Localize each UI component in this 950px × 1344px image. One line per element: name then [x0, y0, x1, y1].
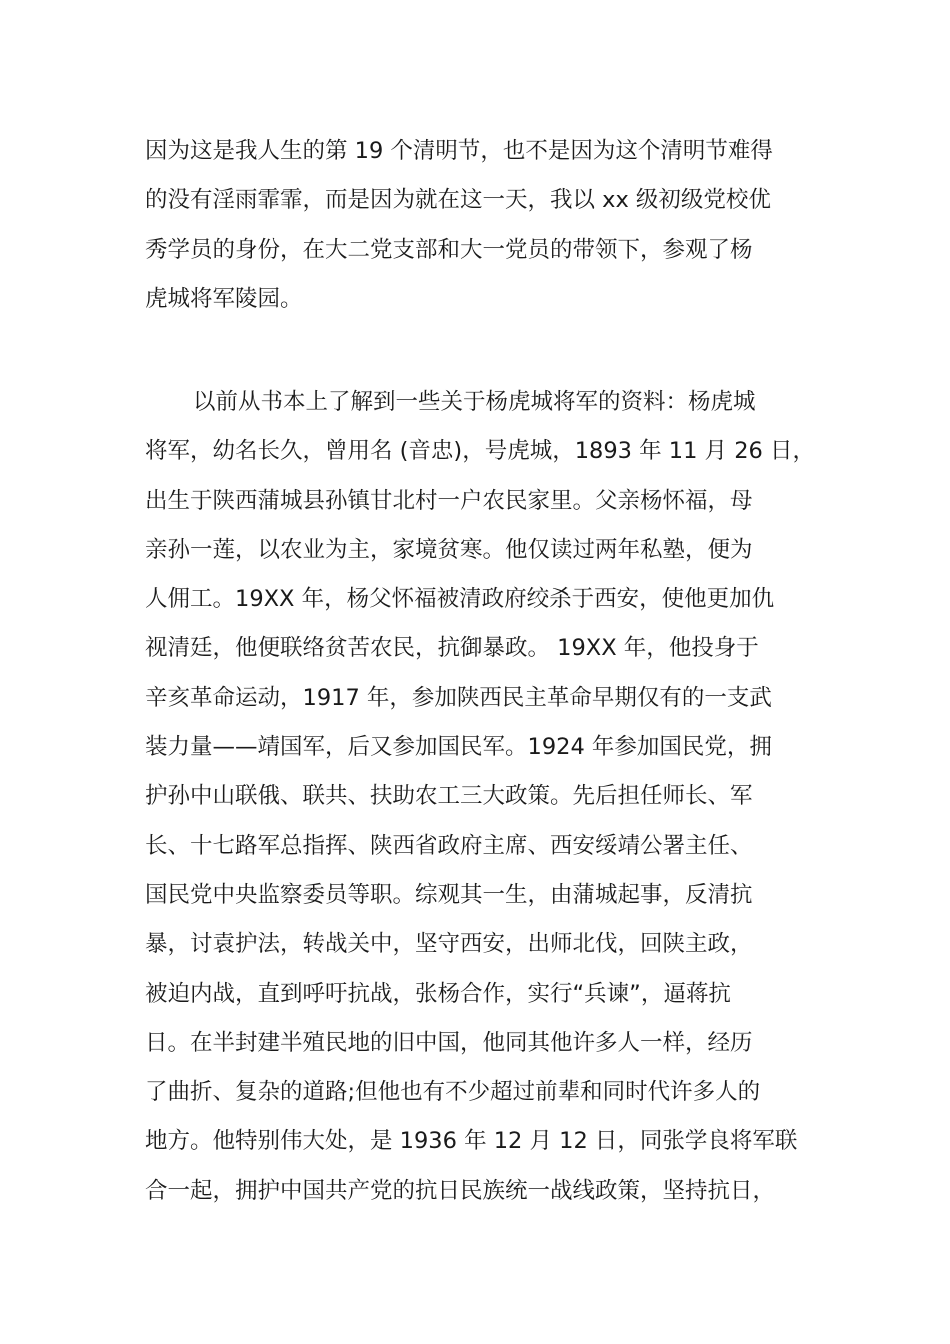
text-line: 被迫内战，直到呼吁抗战，张杨合作，实行“兵谏”，逼蒋抗	[145, 980, 731, 1007]
text-line: 地方。他特别伟大处，是 1936 年 12 月 12 日，同张学良将军联	[145, 1128, 798, 1155]
text-line: 护孙中山联俄、联共、扶助农工三大政策。先后担任师长、军	[145, 783, 753, 810]
text-line: 的没有淫雨霏霏，而是因为就在这一天，我以 xx 级初级党校优	[145, 187, 771, 214]
text-line: 日。在半封建半殖民地的旧中国，他同其他许多人一样，经历	[145, 1029, 753, 1056]
text-line: 国民党中央监察委员等职。综观其一生，由蒲城起事，反清抗	[145, 881, 753, 908]
text-line: 虎城将军陵园。	[145, 285, 303, 312]
paragraph-2	[145, 378, 825, 1216]
text-line: 暴，讨袁护法，转战关中，坚守西安，出师北伐，回陕主政，	[145, 931, 753, 958]
text-line: 以前从书本上了解到一些关于杨虎城将军的资料：杨虎城	[193, 389, 756, 415]
text-line: 出生于陕西蒲城县孙镇甘北村一户农民家里。父亲杨怀福，母	[145, 487, 753, 514]
text-line: 长、十七路军总指挥、陕西省政府主席、西安绥靖公署主任、	[145, 832, 753, 859]
text-line: 因为这是我人生的第 19 个清明节，也不是因为这个清明节难得	[145, 138, 773, 164]
text-line: 了曲折、复杂的道路;但他也有不少超过前辈和同时代许多人的	[145, 1079, 761, 1106]
text-line: 视清廷，他便联络贫苦农民，抗御暴政。 19XX 年，他投身于	[145, 635, 759, 662]
text-line: 秀学员的身份，在大二党支部和大一党员的带领下，参观了杨	[145, 236, 753, 263]
paragraph-1	[145, 127, 825, 324]
text-line: 亲孙一莲，以农业为主，家境贫寒。他仅读过两年私塾，便为	[145, 536, 753, 563]
text-line: 将军，幼名长久，曾用名 (音忠)，号虎城，1893 年 11 月 26 日，	[145, 438, 815, 465]
text-line: 辛亥革命运动，1917 年，参加陕西民主革命早期仅有的一支武	[145, 684, 772, 711]
text-line: 装力量——靖国军，后又参加国民军。1924 年参加国民党，拥	[145, 734, 772, 761]
text-line: 人佣工。19XX 年，杨父怀福被清政府绞杀于西安，使他更加仇	[145, 586, 775, 613]
text-line: 合一起，拥护中国共产党的抗日民族统一战线政策，坚持抗日，	[145, 1177, 776, 1204]
